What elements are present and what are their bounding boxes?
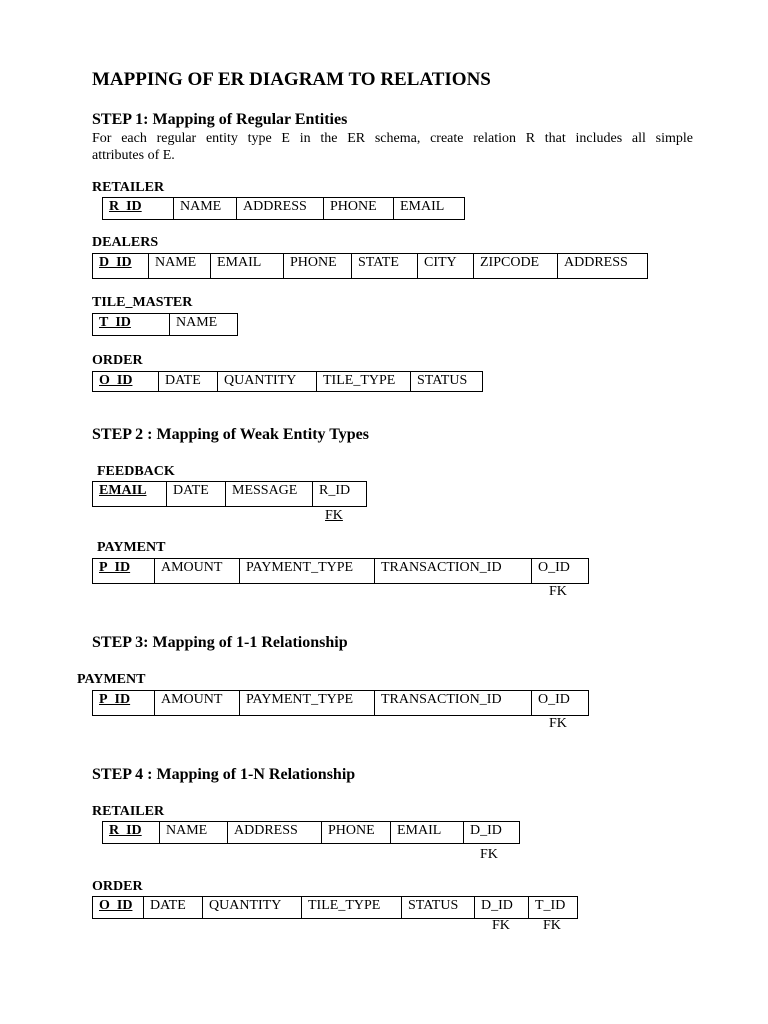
step1-description-line1: For each regular entity type E in the ER schema, create relation R that includes all simple xyxy=(92,131,693,146)
fk-label-payment-o-id: FK xyxy=(549,584,567,599)
attr-email: EMAIL xyxy=(390,822,463,843)
attr-zipcode: ZIPCODE xyxy=(473,254,557,278)
fk-label-feedback-r-id: FK xyxy=(325,508,343,523)
attr-t-id: T_ID xyxy=(99,315,131,330)
attr-date: DATE xyxy=(158,372,217,391)
attr-status: STATUS xyxy=(410,372,482,391)
attr-r-id: R_ID xyxy=(109,199,142,214)
attr-email: EMAIL xyxy=(210,254,283,278)
relation-retailer xyxy=(102,197,465,220)
attr-quantity: QUANTITY xyxy=(202,897,301,918)
attr-tile-type: TILE_TYPE xyxy=(301,897,401,918)
attr-r-id: R_ID xyxy=(312,482,366,506)
attr-name: NAME xyxy=(148,254,210,278)
entity-name-order: ORDER xyxy=(92,879,143,894)
attr-transaction-id: TRANSACTION_ID xyxy=(374,691,531,715)
relation-tile-master xyxy=(92,313,238,336)
attr-date: DATE xyxy=(166,482,225,506)
attr-transaction-id: TRANSACTION_ID xyxy=(374,559,531,583)
step1-heading: STEP 1: Mapping of Regular Entities xyxy=(92,111,348,128)
fk-label-payment-o-id: FK xyxy=(549,716,567,731)
step3-heading: STEP 3: Mapping of 1-1 Relationship xyxy=(92,634,348,651)
attr-amount: AMOUNT xyxy=(154,559,239,583)
attr-d-id: D_ID xyxy=(474,897,528,918)
entity-name-tile-master: TILE_MASTER xyxy=(92,295,193,310)
attr-state: STATE xyxy=(351,254,417,278)
relation-order xyxy=(92,371,483,392)
fk-label-order-t-id: FK xyxy=(543,918,561,933)
fk-label-order-d-id: FK xyxy=(492,918,510,933)
attr-phone: PHONE xyxy=(283,254,351,278)
attr-d-id: D_ID xyxy=(99,255,132,270)
entity-name-payment: PAYMENT xyxy=(97,540,166,555)
attr-city: CITY xyxy=(417,254,473,278)
attr-o-id: O_ID xyxy=(531,691,588,715)
page-title: MAPPING OF ER DIAGRAM TO RELATIONS xyxy=(92,69,491,90)
attr-o-id: O_ID xyxy=(99,898,133,913)
entity-name-retailer: RETAILER xyxy=(92,180,165,195)
attr-t-id: T_ID xyxy=(528,897,577,918)
relation-feedback xyxy=(92,481,367,507)
relation-payment xyxy=(92,558,589,584)
attr-status: STATUS xyxy=(401,897,474,918)
attr-o-id: O_ID xyxy=(531,559,588,583)
attr-address: ADDRESS xyxy=(236,198,323,219)
attr-tile-type: TILE_TYPE xyxy=(316,372,410,391)
attr-payment-type: PAYMENT_TYPE xyxy=(239,559,374,583)
attr-phone: PHONE xyxy=(323,198,393,219)
relation-dealers xyxy=(92,253,648,279)
entity-name-dealers: DEALERS xyxy=(92,235,159,250)
attr-p-id: P_ID xyxy=(99,692,131,707)
attr-date: DATE xyxy=(143,897,202,918)
attr-d-id: D_ID xyxy=(463,822,519,843)
attr-email: EMAIL xyxy=(99,483,147,498)
relation-payment xyxy=(92,690,589,716)
step2-heading: STEP 2 : Mapping of Weak Entity Types xyxy=(92,426,369,443)
entity-name-payment: PAYMENT xyxy=(77,672,146,687)
step4-heading: STEP 4 : Mapping of 1-N Relationship xyxy=(92,766,356,783)
attr-name: NAME xyxy=(173,198,236,219)
attr-p-id: P_ID xyxy=(99,560,131,575)
step1-description-line2: attributes of E. xyxy=(92,148,175,163)
relation-retailer xyxy=(102,821,520,844)
attr-phone: PHONE xyxy=(321,822,390,843)
attr-amount: AMOUNT xyxy=(154,691,239,715)
attr-email: EMAIL xyxy=(393,198,464,219)
attr-o-id: O_ID xyxy=(99,373,133,388)
attr-name: NAME xyxy=(159,822,227,843)
entity-name-order: ORDER xyxy=(92,353,143,368)
fk-label-retailer-d-id: FK xyxy=(480,847,498,862)
entity-name-retailer: RETAILER xyxy=(92,804,165,819)
attr-address: ADDRESS xyxy=(557,254,647,278)
attr-r-id: R_ID xyxy=(109,823,142,838)
attr-quantity: QUANTITY xyxy=(217,372,316,391)
attr-address: ADDRESS xyxy=(227,822,321,843)
entity-name-feedback: FEEDBACK xyxy=(97,464,175,479)
attr-payment-type: PAYMENT_TYPE xyxy=(239,691,374,715)
relation-order xyxy=(92,896,578,919)
attr-message: MESSAGE xyxy=(225,482,312,506)
attr-name: NAME xyxy=(169,314,237,335)
